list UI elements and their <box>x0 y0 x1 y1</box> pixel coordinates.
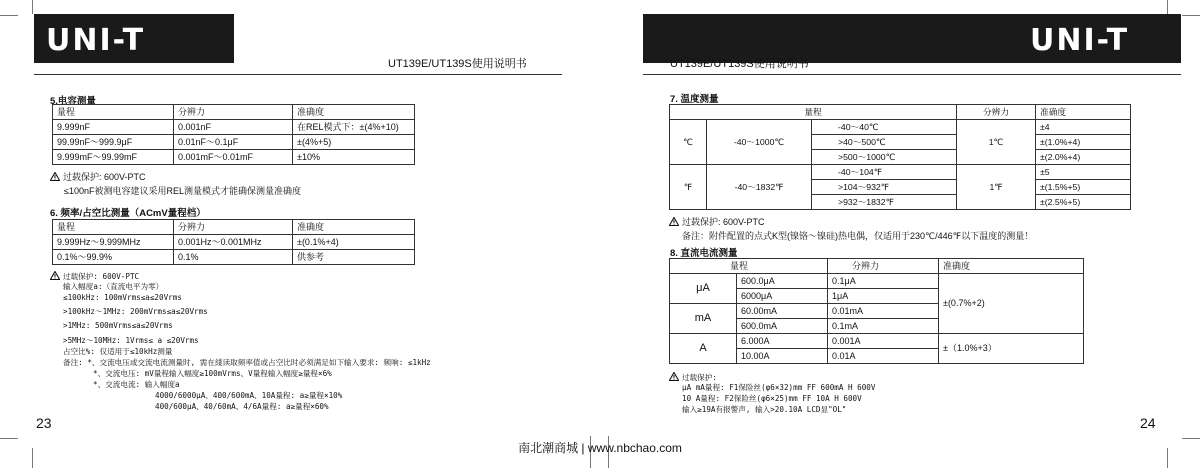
table-row: A 6.000A 0.001A ±（1.0%+3） <box>670 334 1084 349</box>
table-header-row: 量程 分辨力 准确度 <box>670 259 1084 274</box>
temperature-table <box>669 104 1131 210</box>
table-row: 9.999nF 0.001nF 在REL模式下：±(4%+10) <box>53 120 415 135</box>
temp-remark: 备注：附件配置的点式K型(镍铬～镍硅)热电偶，仅适用于230℃/446℉以下温度的测量！ <box>682 231 1034 241</box>
page-number-left: 23 <box>36 415 52 431</box>
dc-note-line: 输入≥19A有报警声, 输入>20.10A LCD显"OL" <box>682 405 847 414</box>
dc-note-line: 过载保护: <box>669 372 717 384</box>
table-row: 99.99nF～999.9μF 0.01nF～0.1μF ±(4%+5) <box>53 135 415 150</box>
table-row: 600.0mA 0.1mA <box>670 319 1084 334</box>
freq-note-line: 4000/6000μA、400/600mA、10A量程: a≥量程×10% <box>155 391 343 400</box>
header-rule-left <box>34 74 562 75</box>
footer-watermark: 南北潮商城 | www.nbchao.com <box>518 441 682 455</box>
table-row: >104～932℉ ±(1.5%+5) <box>670 180 1131 195</box>
crop-mark <box>1167 0 1168 14</box>
table-header-row: 量程 分辨力 准确度 <box>53 220 415 235</box>
cap-overload-note: 过载保护: 600V-PTC <box>50 172 146 183</box>
crop-mark <box>32 0 33 14</box>
model-title-left: UT139E/UT139S使用说明书 <box>388 58 527 70</box>
table-row: >40～500℃ ±(1.0%+4) <box>670 135 1131 150</box>
table-row: 9.999Hz～9.999MHz 0.001Hz～0.001MHz ±(0.1%+4) <box>53 235 415 250</box>
freq-note-line: ≤100kHz: 100mVrms≤a≤20Vrms <box>63 293 182 302</box>
section-title-temperature: 7. 温度测量 <box>670 94 719 105</box>
page-number-right: 24 <box>1140 415 1156 431</box>
crop-mark <box>0 15 18 16</box>
freq-note-line: 输入幅度a:（直流电平为零） <box>63 282 164 291</box>
table-row: >932～1832℉ ±(2.5%+5) <box>670 195 1131 210</box>
freq-note-line: >100kHz～1MHz: 200mVrms≤a≤20Vrms <box>63 307 208 316</box>
table-row: mA 60.00mA 0.01mA <box>670 304 1084 319</box>
cap-rel-note: ≤100nF被测电容建议采用REL测量模式才能确保测量准确度 <box>64 186 301 196</box>
table-row: 6000μA 1μA <box>670 289 1084 304</box>
warning-icon <box>669 217 679 226</box>
section-title-frequency: 6. 频率/占空比测量（ACmV量程档） <box>50 208 206 219</box>
freq-note-line: 400/600μA、40/60mA、4/6A量程: a≥量程×60% <box>155 402 329 411</box>
section-title-dc-current: 8. 直流电流测量 <box>670 248 738 259</box>
freq-note-line: 占空比%: 仅适用于≤10kHz测量 <box>63 347 173 356</box>
dc-note-line: 10 A量程: F2保险丝(φ6×25)mm FF 10A H 600V <box>682 394 862 403</box>
table-header-row: 量程 分辨力 准确度 <box>53 105 415 120</box>
capacitance-table <box>52 104 415 165</box>
header-rule-right <box>643 74 1181 75</box>
table-row: ℉ -40～1832℉ -40～104℉ 1℉ ±5 <box>670 165 1131 180</box>
table-row: 10.00A 0.01A <box>670 349 1084 364</box>
table-row: >500～1000℃ ±(2.0%+4) <box>670 150 1131 165</box>
warning-icon <box>50 271 60 280</box>
table-row: 0.1%～99.9% 0.1% 供参考 <box>53 250 415 265</box>
freq-note-line: 备注: *、交流电压或交流电流测量时, 需在綫读取频率值或占空比时必须满足如下输入要求: 频响: ≤1kHz <box>63 358 431 367</box>
table-row: μA 600.0μA 0.1μA ±(0.7%+2) <box>670 274 1084 289</box>
table-row: 9.999mF～99.99mF 0.001mF～0.01mF ±10% <box>53 150 415 165</box>
freq-note-line: >1MHz: 500mVrms≤a≤20Vrms <box>63 321 173 330</box>
dc-current-table <box>669 258 1084 364</box>
warning-icon <box>669 372 679 381</box>
frequency-table <box>52 219 415 265</box>
freq-note-line: >5MHz～10MHz: 1Vrms≤ a ≤20Vrms <box>63 336 199 345</box>
dc-note-line: μA mA量程: F1保险丝(φ6×32)mm FF 600mA H 600V <box>682 383 876 392</box>
warning-icon <box>50 172 60 181</box>
table-row: ℃ -40～1000℃ -40～40℃ 1℃ ±4 <box>670 120 1131 135</box>
crop-mark <box>1182 15 1200 16</box>
freq-note-line: *、交流电压: mV量程输入幅度≥100mVrms、V量程输入幅度≥量程×6% <box>93 369 332 378</box>
freq-note-line: 过载保护: 600V-PTC <box>50 271 139 283</box>
table-header-row: 量程 分辨力 准确度 <box>670 105 1131 120</box>
brand-logo-left: UNI-T <box>46 23 146 58</box>
section-title-capacitance: 5.电容测量 <box>50 96 96 107</box>
freq-note-line: *、交流电流: 输入幅度a <box>93 380 180 389</box>
model-title-right: UT139E/UT139S使用说明书 <box>670 58 809 70</box>
brand-logo-right: UNI-T <box>1030 23 1130 58</box>
temp-overload-note: 过载保护: 600V-PTC <box>669 217 765 228</box>
